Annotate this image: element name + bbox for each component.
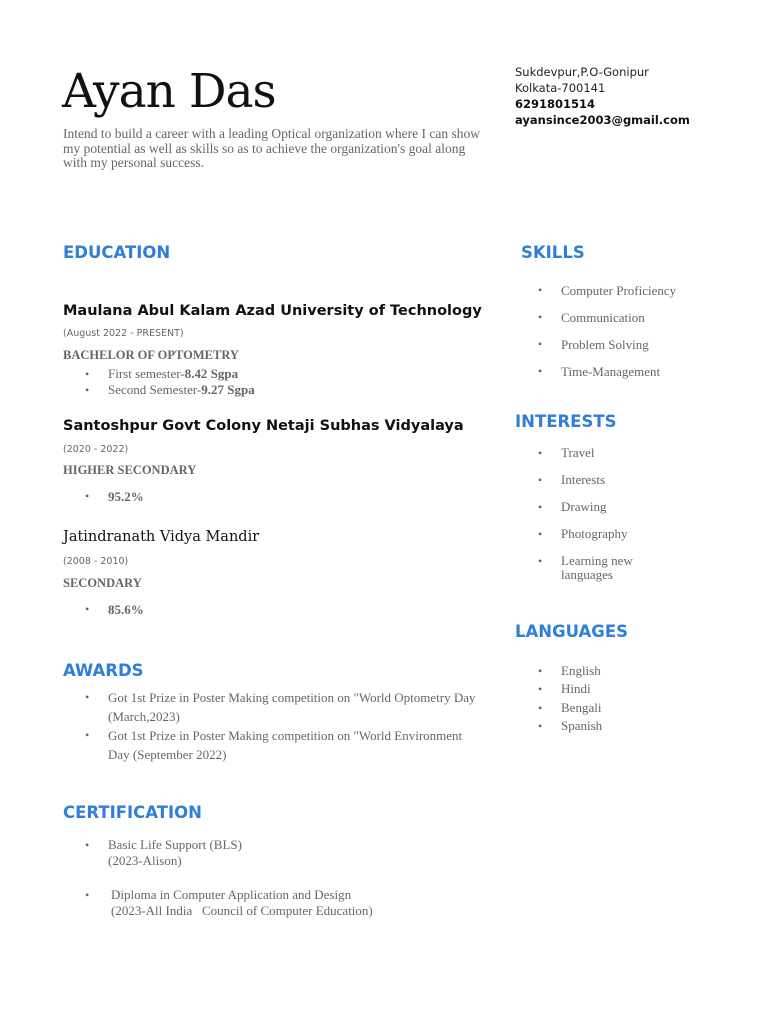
candidate-name: Ayan Das (62, 64, 276, 119)
degree-title: SECONDARY (63, 576, 142, 590)
list-item: • Got 1st Prize in Poster Making competition on "World Optometry Day (March,2023) (63, 688, 483, 726)
result-list (63, 602, 144, 618)
list-item (63, 602, 144, 618)
result-value: 9.27 Sgpa (201, 382, 255, 397)
list-item: • Learning new languages (516, 554, 651, 582)
education-heading: EDUCATION (63, 243, 171, 262)
contact-block (515, 64, 690, 128)
school-name: Jatindranath Vidya Mandir (63, 529, 260, 545)
awards-heading: AWARDS (63, 661, 144, 680)
list-item: • Hindi (516, 680, 602, 698)
list-item: • Drawing (516, 500, 696, 514)
degree-title: BACHELOR OF OPTOMETRY (63, 348, 239, 362)
list-item (63, 837, 373, 869)
skills-list (516, 277, 676, 385)
certification-list (63, 837, 373, 919)
result-value: 8.42 Sgpa (184, 366, 239, 381)
career-objective: Intend to build a career with a leading Optical organization where I can show my potential as well as skills so as to achieve the organization's goal along with my personal success. (63, 126, 480, 170)
result-value: 95.2% (108, 489, 144, 504)
list-item: • Travel (516, 446, 696, 460)
degree-title: HIGHER SECONDARY (63, 463, 197, 477)
school-dates: (August 2022 - PRESENT) (63, 328, 184, 339)
school-dates: (2008 - 2010) (63, 556, 129, 567)
phone-number: 6291801514 (515, 97, 596, 111)
list-item (63, 887, 373, 919)
semester-results (63, 366, 255, 398)
list-item (63, 489, 144, 505)
list-item: • Problem Solving (516, 331, 676, 358)
certification-detail: (2023-Alison) (108, 853, 182, 868)
languages-heading: LANGUAGES (515, 622, 628, 641)
interests-heading: INTERESTS (515, 412, 617, 431)
certification-title: • Diploma in Computer Application and Design (111, 887, 352, 902)
list-item (63, 366, 255, 382)
address-line-1: Sukdevpur,P.O-Gonipur (515, 65, 649, 79)
email-address: ayansince2003@gmail.com (515, 113, 690, 127)
list-item: • Interests (516, 473, 696, 487)
result-label: Second Semester- (108, 382, 202, 397)
list-item (63, 382, 255, 398)
list-item: • Bengali (516, 699, 602, 717)
list-item: • Time-Management (516, 358, 676, 385)
list-item: • English (516, 662, 602, 680)
awards-list (63, 688, 483, 764)
school-name: Santoshpur Govt Colony Netaji Subhas Vidyalaya (63, 418, 464, 434)
skills-heading: SKILLS (521, 243, 585, 262)
languages-list (516, 662, 602, 735)
list-item: • Spanish (516, 717, 602, 735)
certification-heading: CERTIFICATION (63, 803, 202, 822)
address-line-2: Kolkata-700141 (515, 81, 606, 95)
list-item: • Computer Proficiency (516, 277, 676, 304)
certification-title: • Basic Life Support (BLS) (108, 837, 242, 852)
certification-detail: (2023-All India Council of Computer Education) (111, 903, 373, 918)
list-item: • Photography (516, 527, 696, 541)
interests-list (516, 446, 696, 582)
result-value: 85.6% (108, 602, 144, 617)
result-list (63, 489, 144, 505)
list-item: • Communication (516, 304, 676, 331)
school-name: Maulana Abul Kalam Azad University of Technology (63, 303, 482, 319)
school-dates: (2020 - 2022) (63, 444, 129, 455)
list-item: • Got 1st Prize in Poster Making competition on "World Environment Day (September 2022) (63, 726, 483, 764)
result-label: First semester- (108, 366, 185, 381)
